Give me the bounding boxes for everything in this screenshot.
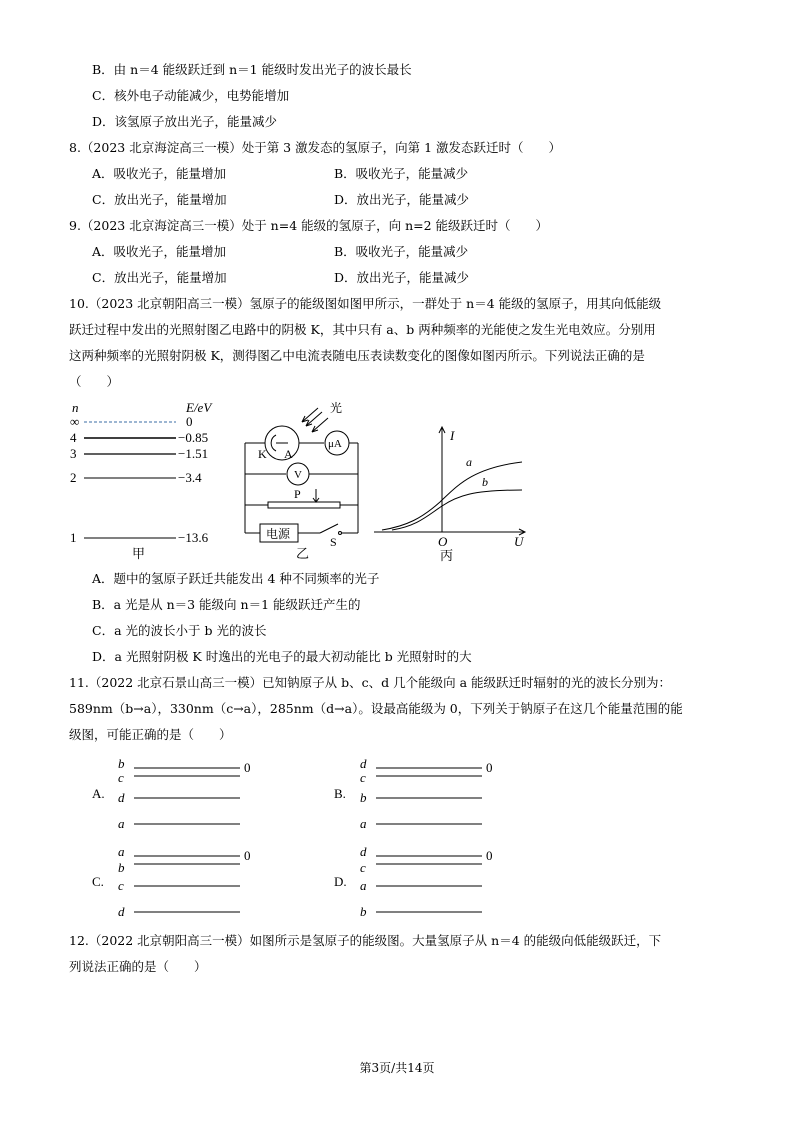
jia-n-label: n bbox=[72, 400, 79, 415]
q10-option-a: A．题中的氢原子跃迁共能发出 4 种不同频率的光子 bbox=[92, 571, 380, 586]
q11-a-level3: d bbox=[118, 790, 125, 805]
q11-b-zero: 0 bbox=[486, 760, 493, 775]
prev-option-b: B．由 n＝4 能级跃迁到 n＝1 能级时发出光子的波长最长 bbox=[92, 62, 412, 77]
q9-option-d: D．放出光子，能量减少 bbox=[334, 270, 470, 285]
yi-light-label: 光 bbox=[330, 401, 343, 415]
q9-option-b: B．吸收光子，能量减少 bbox=[334, 244, 469, 259]
q11-a-zero: 0 bbox=[244, 760, 251, 775]
q9-option-a: A．吸收光子，能量增加 bbox=[92, 244, 227, 259]
curve-b bbox=[392, 490, 522, 530]
q11-a-level1: b bbox=[118, 756, 125, 771]
q11-c-level4: d bbox=[118, 904, 125, 919]
q11-stem-line2: 589nm（b→a），330nm（c→a），285nm（d→a）。设最高能级为 0，下列关于钠原子在这几个能量范围的能 bbox=[69, 701, 683, 716]
q11-d-level1: d bbox=[360, 844, 367, 859]
figure-yi-circuit bbox=[238, 398, 368, 563]
yi-caption: 乙 bbox=[296, 546, 310, 561]
bing-origin: O bbox=[438, 534, 448, 549]
yi-switch-label: S bbox=[330, 535, 337, 549]
q11-b-level3: b bbox=[360, 790, 367, 805]
bing-caption: 丙 bbox=[440, 548, 454, 563]
q11-option-a-diagram bbox=[88, 752, 258, 832]
bing-a-label: a bbox=[466, 455, 472, 469]
yi-ammeter-label: μA bbox=[328, 438, 342, 450]
q8-stem: 8.（2023 北京海淀高三一模）处于第 3 激发态的氢原子，向第 1 激发态跃迁时（ ） bbox=[69, 140, 562, 155]
bing-u-label: U bbox=[514, 534, 524, 549]
q9-stem: 9.（2023 北京海淀高三一模）处于 n=4 能级的氢原子，向 n=2 能级跃迁时（ ） bbox=[69, 218, 549, 233]
q11-b-label: B. bbox=[334, 786, 346, 801]
bing-i-label: I bbox=[450, 428, 455, 443]
jia-n-3: 3 bbox=[70, 446, 77, 461]
q10-stem-line4: （ ） bbox=[69, 374, 120, 389]
yi-source-label: 电源 bbox=[266, 527, 291, 541]
figure-jia-energy-levels bbox=[64, 398, 234, 563]
q11-option-d-diagram bbox=[330, 840, 510, 920]
q9-option-c: C．放出光子，能量增加 bbox=[92, 270, 227, 285]
yi-p-label: P bbox=[294, 487, 301, 501]
jia-e-inf: 0 bbox=[186, 414, 193, 429]
q11-c-level2: b bbox=[118, 860, 125, 875]
jia-n-1: 1 bbox=[70, 530, 77, 545]
jia-n-2: 2 bbox=[70, 470, 77, 485]
q11-d-zero: 0 bbox=[486, 848, 493, 863]
q10-stem-line2: 跃迁过程中发出的光照射图乙电路中的阴极 K，其中只有 a、b 两种频率的光能使之发生光电效应。分别用 bbox=[69, 322, 656, 337]
q10-stem-line1: 10.（2023 北京朝阳高三一模）氢原子的能级图如图甲所示，一群处于 n＝4 能级的氢原子，用其向低能级 bbox=[69, 296, 662, 311]
switch bbox=[320, 524, 338, 533]
q11-b-level2: c bbox=[360, 770, 366, 785]
yi-a-label: A bbox=[284, 447, 293, 461]
page-footer: 第3页/共14页 bbox=[359, 1061, 435, 1075]
q11-d-label: D. bbox=[334, 874, 347, 889]
bing-b-label: b bbox=[482, 475, 488, 489]
q8-option-d: D．放出光子，能量减少 bbox=[334, 192, 470, 207]
jia-n-inf: ∞ bbox=[70, 414, 80, 429]
jia-e-2: −3.4 bbox=[178, 470, 202, 485]
jia-e-1: −13.6 bbox=[178, 530, 209, 545]
jia-n-4: 4 bbox=[70, 430, 77, 445]
jia-e-4: −0.85 bbox=[178, 430, 209, 445]
q11-a-level4: a bbox=[118, 816, 125, 831]
q10-option-b: B．a 光是从 n＝3 能级向 n＝1 能级跃迁产生的 bbox=[92, 597, 361, 612]
q12-stem-line2: 列说法正确的是（ ） bbox=[69, 959, 207, 974]
jia-caption: 甲 bbox=[132, 546, 146, 561]
q8-option-b: B．吸收光子，能量减少 bbox=[334, 166, 469, 181]
q11-b-level1: d bbox=[360, 756, 367, 771]
jia-e-3: −1.51 bbox=[178, 446, 209, 461]
q11-a-level2: c bbox=[118, 770, 124, 785]
q8-option-a: A．吸收光子，能量增加 bbox=[92, 166, 227, 181]
q12-stem-line1: 12.（2022 北京朝阳高三一模）如图所示是氢原子的能级图。大量氢原子从 n＝4 的能级向低能级跃迁，下 bbox=[69, 933, 662, 948]
q11-stem-line3: 级图，可能正确的是（ ） bbox=[69, 727, 232, 742]
light-arrows-icon bbox=[302, 408, 328, 432]
rheostat bbox=[268, 502, 340, 508]
yi-k-label: K bbox=[258, 447, 267, 461]
q11-c-level3: c bbox=[118, 878, 124, 893]
q11-option-b-diagram bbox=[330, 752, 510, 832]
q11-c-level1: a bbox=[118, 844, 125, 859]
figure-bing-iu-graph bbox=[372, 422, 532, 563]
prev-option-c: C．核外电子动能减少，电势能增加 bbox=[92, 88, 290, 103]
q11-a-label: A. bbox=[92, 786, 105, 801]
q10-stem-line3: 这两种频率的光照射阴极 K，测得图乙中电流表随电压表读数变化的图像如图丙所示。下列说法正确的是 bbox=[69, 348, 645, 363]
q11-option-c-diagram bbox=[88, 840, 258, 920]
prev-option-d: D．该氢原子放出光子，能量减少 bbox=[92, 114, 278, 129]
curve-a bbox=[382, 462, 522, 530]
q11-stem-line1: 11.（2022 北京石景山高三一模）已知钠原子从 b、c、d 几个能级向 a 能级跃迁时辐射的光的波长分别为： bbox=[69, 675, 672, 690]
q11-b-level4: a bbox=[360, 816, 367, 831]
q11-d-level3: a bbox=[360, 878, 367, 893]
q10-option-c: C．a 光的波长小于 b 光的波长 bbox=[92, 623, 267, 638]
q11-d-level2: c bbox=[360, 860, 366, 875]
q11-d-level4: b bbox=[360, 904, 367, 919]
q11-c-zero: 0 bbox=[244, 848, 251, 863]
yi-voltmeter-label: V bbox=[294, 469, 302, 481]
cathode-k bbox=[271, 435, 276, 451]
q8-option-c: C．放出光子，能量增加 bbox=[92, 192, 227, 207]
jia-e-label: E/eV bbox=[186, 400, 212, 415]
q11-c-label: C. bbox=[92, 874, 104, 889]
q10-option-d: D．a 光照射阴极 K 时逸出的光电子的最大初动能比 b 光照射时的大 bbox=[92, 649, 472, 664]
